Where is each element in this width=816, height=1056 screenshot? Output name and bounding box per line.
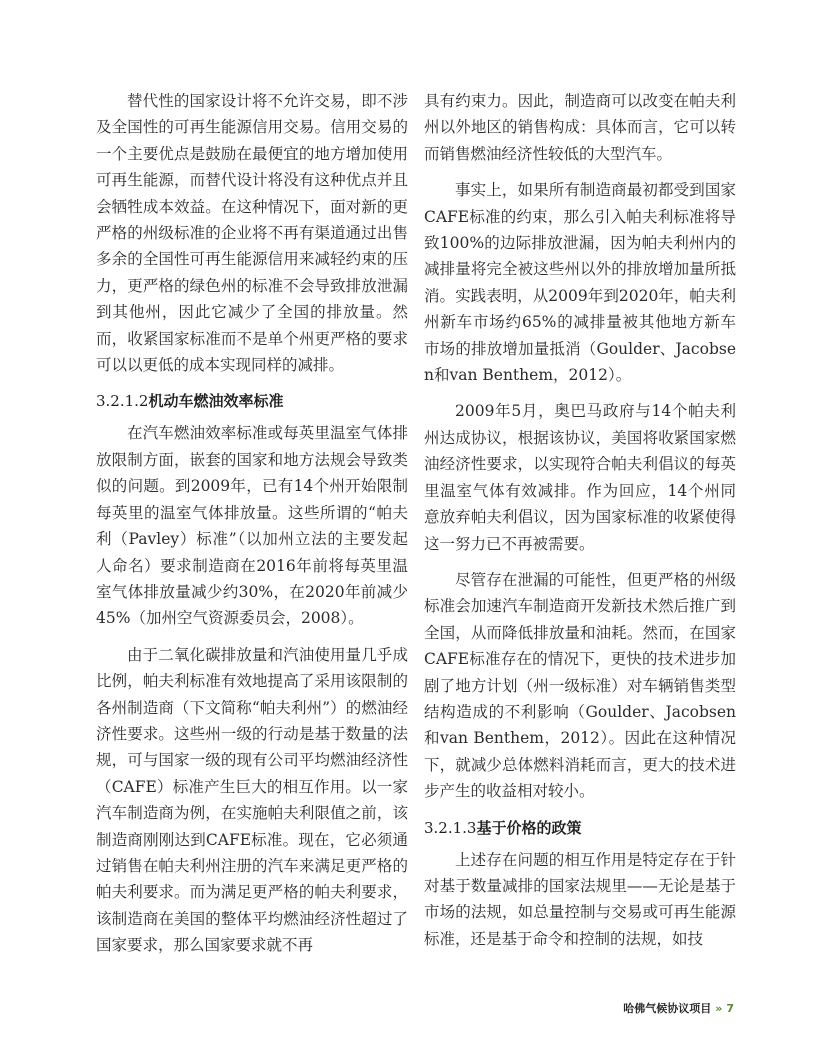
paragraph: 替代性的国家设计将不允许交易，即不涉及全国性的可再生能源信用交易。信用交易的一个主要优点是鼓励在最便宜的地方增加使用可再生能源，而替代设计将没有这种优点并且会牺牲成本效益。在这种情况下，面对新的更严格的州级标准的企业将不再有渠道通过出售多余的全国性可再生能源信用来减轻约束的压力，更严格的绿色州的标准不会导致排放泄漏到其他州，因此它减少了全国的排放量。然而，收紧国家标准而不是单个州更严格的要求可以以更低的成本实现同样的减排。 [96, 92, 408, 375]
section-number: 3.2.1.2 [96, 392, 149, 411]
right-column [424, 88, 736, 962]
section-title: 机动车燃油效率标准 [148, 392, 284, 411]
paragraph: 尽管存在泄漏的可能性，但更严格的州级标准会加速汽车制造商开发新技术然后推广到全国，从而降低排放量和油耗。然而，在国家CAFE标准存在的情况下，更快的技术进步加剧了地方计划（州一级标准）对车辆销售类型结构造成的不利影响（Goulder、Jacobsen和van Benthem，2012）。因此在这种情况下，就减少总体燃料消耗而言，更大的技术进步产生的收益相对较小。 [424, 570, 736, 801]
section-heading [424, 815, 736, 841]
publication-name: 哈佛气候协议项目 [623, 1002, 712, 1015]
page-number: 7 [726, 1002, 734, 1015]
paragraph: 在汽车燃油效率标准或每英里温室气体排放限制方面，嵌套的国家和地方法规会导致类似的问题。到2009年，已有14个州开始限制每英里的温室气体排放量。这些所谓的“帕夫利（Pavley）标准”（以加州立法的主要发起人命名）要求制造商在2016年前将每英里温室气体排放量减少约30%，在2020年前减少45%（加州空气资源委员会，2008）。 [96, 424, 408, 628]
paragraph: 由于二氧化碳排放量和汽油使用量几乎成比例，帕夫利标准有效地提高了采用该限制的各州制造商（下文简称“帕夫利州”）的燃油经济性要求。这些州一级的行动是基于数量的法规，可与国家一级的现有公司平均燃油经济性（CAFE）标准产生巨大的相互作用。以一家汽车制造商为例，在实施帕夫利限值之前，该制造商刚刚达到CAFE标准。现在，它必须通过销售在帕夫利州注册的汽车来满足更严格的帕夫利要求。而为满足更严格的帕夫利要求，该制造商在美国的整体平均燃油经济性超过了国家要求，那么国家要求就不再 [96, 645, 408, 955]
paragraph: 上述存在问题的相互作用是特定存在于针对基于数量减排的国家法规里——无论是基于市场的法规，如总量控制与交易或可再生能源标准，还是基于命令和控制的法规，如技 [424, 850, 736, 948]
section-heading [96, 388, 408, 414]
separator-icon: » [715, 1002, 723, 1015]
paragraph: 具有约束力。因此，制造商可以改变在帕夫利州以外地区的销售构成：具体而言，它可以转而销售燃油经济性较低的大型汽车。 [424, 92, 736, 163]
paragraph: 事实上，如果所有制造商最初都受到国家CAFE标准的约束，那么引入帕夫利标准将导致100%的边际排放泄漏，因为帕夫利州内的减排量将完全被这些州以外的排放增加量所抵消。实践表明，从2009年到2020年，帕夫利州新车市场约65%的减排量被其他地方新车市场的排放增加量抵消（Goulder、Jacobsen和van Benthem，2012）。 [424, 181, 736, 385]
page-footer [623, 1000, 734, 1016]
section-title: 基于价格的政策 [476, 818, 582, 837]
paragraph: 2009年5月，奥巴马政府与14个帕夫利州达成协议，根据该协议，美国将收紧国家燃油经济性要求，以实现符合帕夫利倡议的每英里温室气体有效减排。作为回应，14个州同意放弃帕夫利倡议，因为国家标准的收紧使得这一努力已不再被需要。 [424, 402, 736, 553]
section-number: 3.2.1.3 [424, 818, 477, 837]
left-column [96, 88, 408, 969]
